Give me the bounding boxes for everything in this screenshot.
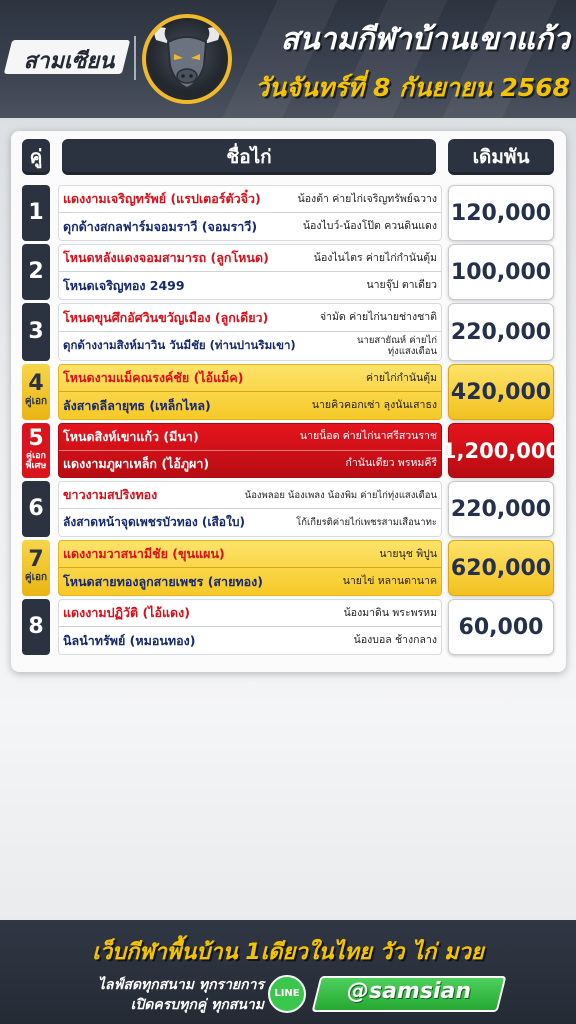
column-header-pair: คู่ bbox=[22, 139, 50, 175]
blue-corner-name: ลังสาดหน้าจุดเพชรบัวทอง (เสือใบ) bbox=[63, 515, 245, 529]
blue-corner-name: ลังสาดลีลายุทธ (เหล็กไหล) bbox=[63, 397, 211, 413]
blue-corner-owner: นายไข่ หลานตานาค bbox=[342, 575, 437, 587]
main-event-tag: คู่เอก bbox=[24, 396, 48, 407]
fighters-box bbox=[58, 244, 442, 300]
pair-number: 5 คู่เอก พิเศษ bbox=[22, 423, 50, 478]
column-header-bet: เดิมพัน bbox=[448, 139, 554, 175]
pair-number: 3 bbox=[22, 303, 50, 361]
blue-corner-owner: โก้เกียรติค่ายไก่เพชรสามเสือนาทะ bbox=[296, 517, 437, 528]
red-corner-owner: ค่ายไก่กำนันตุ้ม bbox=[365, 371, 437, 384]
page-title: สนามกีฬาบ้านเขาแก้ว bbox=[280, 22, 570, 57]
fighters-box bbox=[58, 185, 442, 241]
footer-tagline: เว็บกีฬาพื้นบ้าน 1เดียวในไทย วัว ไก่ มวย bbox=[92, 940, 484, 965]
special-event-tag: คู่เอก พิเศษ bbox=[25, 451, 47, 471]
main-event-tag: คู่เอก bbox=[24, 572, 48, 583]
brand-divider bbox=[134, 36, 136, 80]
column-header-name: ชื่อไก่ bbox=[62, 139, 436, 175]
red-corner-name: แดงงามวาสนามีชัย (ขุนแผน) bbox=[63, 546, 225, 561]
blue-corner-name: โหนดสายทองลูกสายเพชร (สายทอง) bbox=[63, 573, 263, 589]
red-corner-name: ขาวงามสปริงทอง bbox=[63, 487, 158, 502]
brand-name: สามเซียน bbox=[23, 49, 115, 74]
footer-line-1: ไลฟ์สดทุกสนาม ทุกรายการ bbox=[97, 977, 264, 993]
blue-corner-owner: น้องบอล ช้างกลาง bbox=[353, 634, 437, 646]
red-corner-owner: นายน็อต ค่ายไก่นาศรีสวนราช bbox=[299, 430, 437, 443]
bull-logo-icon bbox=[142, 14, 232, 104]
bet-amount: 220,000 bbox=[448, 481, 554, 537]
bet-amount: 620,000 bbox=[448, 540, 554, 596]
fighters-box bbox=[58, 599, 442, 655]
blue-corner-owner: น้องไบว์-น้องโป๊ต ควนดินแดง bbox=[302, 220, 437, 232]
red-corner-name: โหนดหลังแดงจอมสามารถ (ลูกโหนด) bbox=[63, 250, 269, 265]
red-corner-name: โหนดงามแม็คณรงค์ชัย (ไอ้แม็ค) bbox=[63, 370, 244, 385]
bet-amount: 220,000 bbox=[448, 303, 554, 361]
event-date: วันจันทร์ที่ 8 กันยายน 2568 bbox=[255, 73, 570, 102]
bet-amount: 120,000 bbox=[448, 185, 554, 241]
fighters-box bbox=[58, 423, 442, 478]
blue-corner-name: แดงงามภูผาเหล็ก (ไอ้ภูผา) bbox=[63, 455, 210, 471]
bet-amount: 60,000 bbox=[448, 599, 554, 655]
blue-corner-owner: กำนันเดียว พรหมคีรี bbox=[345, 457, 437, 470]
bet-amount: 100,000 bbox=[448, 244, 554, 300]
red-corner-owner: จ่ามัด ค่ายไก่นายช่างชาติ bbox=[319, 311, 437, 323]
blue-corner-owner: นายคิวคอกเซ่า ลุงนันเสาธง bbox=[311, 399, 437, 411]
blue-corner-name: โหนดเจริญทอง 2499 bbox=[63, 277, 185, 293]
blue-corner-owner: นายสายัณห์ ค่ายไก่ทุ่งแสงเดือน bbox=[357, 335, 437, 357]
pair-number: 2 bbox=[22, 244, 50, 300]
red-corner-name: โหนดสิงห์เขาแก้ว (มีนา) bbox=[63, 428, 199, 444]
red-corner-owner: น้องพลอย น้องเพลง น้องพิม ค่ายไก่ทุ่งแสงเดือน bbox=[244, 489, 437, 501]
blue-corner-name: ดุกด้างงามสิงห์มาวิน วันมีชัย (ท่านปานริมเขา) bbox=[63, 338, 296, 352]
fighters-box bbox=[58, 540, 442, 596]
fighters-box bbox=[58, 303, 442, 361]
red-corner-owner: นายนุช พิปูน bbox=[379, 547, 437, 560]
red-corner-owner: น้องมาดิน พระพรหม bbox=[343, 606, 437, 619]
pair-number: 1 bbox=[22, 185, 50, 241]
pair-number: 4 คู่เอก bbox=[22, 364, 50, 420]
blue-corner-owner: นายจุ๊ป ตาเดียว bbox=[366, 279, 437, 291]
footer-line-2: เปิดครบทุกคู่ ทุกสนาม bbox=[130, 997, 264, 1013]
fighters-box bbox=[58, 364, 442, 420]
red-corner-owner: น้องต้า ค่ายไก่เจริญทรัพย์ฉวาง bbox=[297, 192, 437, 205]
blue-corner-name: ดุกด้างสกลฟาร์มจอมราวี (จอมราวี) bbox=[63, 218, 258, 234]
blue-corner-name: นิลนำทรัพย์ (หมอนทอง) bbox=[63, 632, 196, 648]
red-corner-owner: น้องไนไตร ค่ายไก่กำนันตุ้ม bbox=[313, 251, 437, 264]
red-corner-name: แดงงามปฏิวัติ (ไอ้แดง) bbox=[63, 605, 190, 620]
bet-amount: 1,200,000 bbox=[448, 423, 554, 478]
red-corner-name: แดงงามเจริญทรัพย์ (แรปเตอร์ตัวจิ๋ว) bbox=[63, 191, 261, 206]
line-handle-text[interactable]: @samsian bbox=[346, 979, 471, 1004]
pair-number: 6 bbox=[22, 481, 50, 537]
pair-number: 7 คู่เอก bbox=[22, 540, 50, 596]
fighters-box bbox=[58, 481, 442, 537]
pair-number: 8 bbox=[22, 599, 50, 655]
line-app-icon[interactable]: LINE bbox=[268, 975, 306, 1013]
red-corner-name: โหนดขุนศึกอัศวินขวัญเมือง (ลูกเดียว) bbox=[63, 309, 269, 325]
bet-amount: 420,000 bbox=[448, 364, 554, 420]
